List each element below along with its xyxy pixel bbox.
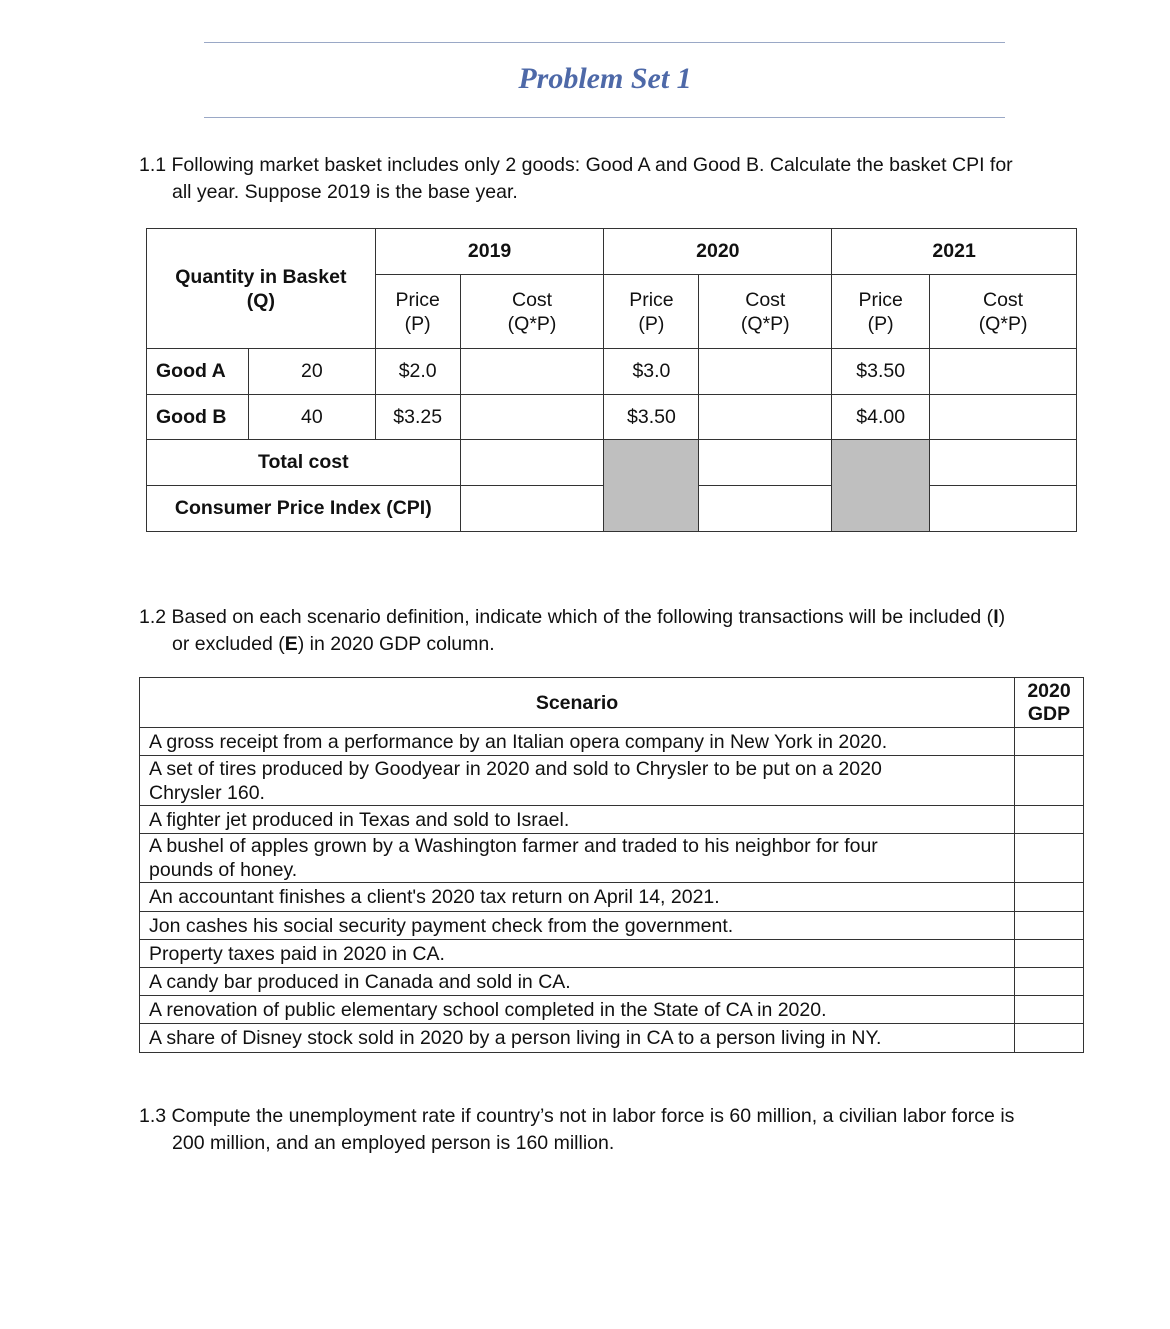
scenario-text: A renovation of public elementary school completed in the State of CA in 2020. <box>140 996 1015 1024</box>
q2-included: I <box>993 606 999 628</box>
q3-line1: 1.3 Compute the unemployment rate if country’s not in labor force is 60 million, a civilian labor force is <box>139 1105 1015 1127</box>
scenario-text: An accountant finishes a client's 2020 tax return on April 14, 2021. <box>140 883 1015 912</box>
good-qty: 40 <box>248 395 375 440</box>
answer-cell[interactable] <box>699 440 832 486</box>
t: (P) <box>867 312 894 335</box>
price-header <box>375 275 460 349</box>
gdp-answer-cell[interactable] <box>1015 912 1084 940</box>
t: Cost <box>512 288 553 311</box>
cost-header <box>930 275 1077 349</box>
scenario-text: A share of Disney stock sold in 2020 by a person living in CA to a person living in NY. <box>140 1024 1015 1053</box>
table-row <box>140 728 1084 756</box>
q2-line2 <box>139 631 1099 658</box>
scenario-text: A gross receipt from a performance by an Italian opera company in New York in 2020. <box>140 728 1015 756</box>
t: GDP <box>1027 702 1071 725</box>
t: (Q*P) <box>507 312 557 335</box>
year-2021: 2021 <box>832 229 1077 275</box>
cost-header <box>460 275 604 349</box>
t: (Q*P) <box>740 312 790 335</box>
gdp-answer-cell[interactable] <box>1015 1024 1084 1053</box>
cost-cell[interactable] <box>460 349 604 395</box>
price-cell: $2.0 <box>375 349 460 395</box>
total-cost-label: Total cost <box>147 440 461 486</box>
table-row <box>140 1024 1084 1053</box>
gdp-answer-cell[interactable] <box>1015 806 1084 834</box>
answer-cell[interactable] <box>460 440 604 486</box>
t: Price <box>395 288 440 311</box>
q2-text: ) in 2020 GDP column. <box>297 633 495 655</box>
scenario-text: Property taxes paid in 2020 in CA. <box>140 940 1015 968</box>
table-row <box>140 912 1084 940</box>
cost-header <box>699 275 832 349</box>
q1-line2: all year. Suppose 2019 is the base year. <box>172 181 518 203</box>
qty-header <box>147 229 376 349</box>
scenario-header: Scenario <box>140 678 1015 728</box>
q2-text: 1.2 Based on each scenario definition, indicate which of the following transactions will be included ( <box>139 606 994 628</box>
table-row <box>140 996 1084 1024</box>
gdp-answer-cell[interactable] <box>1015 996 1084 1024</box>
answer-cell[interactable] <box>460 486 604 532</box>
good-name: Good A <box>147 349 249 395</box>
t: 2020 <box>1027 679 1071 702</box>
table-row <box>140 883 1084 912</box>
price-cell: $3.50 <box>832 349 930 395</box>
answer-cell[interactable] <box>930 486 1077 532</box>
cost-cell[interactable] <box>460 395 604 440</box>
t: (Q*P) <box>978 312 1028 335</box>
q2-text: or excluded ( <box>172 633 285 655</box>
scenario-text: Jon cashes his social security payment check from the government. <box>140 912 1015 940</box>
price-cell: $3.50 <box>604 395 699 440</box>
good-qty: 20 <box>248 349 375 395</box>
cost-cell[interactable] <box>699 395 832 440</box>
good-name: Good B <box>147 395 249 440</box>
table-row <box>140 756 1084 806</box>
year-2019: 2019 <box>375 229 604 275</box>
t: Cost <box>983 288 1024 311</box>
cpi-label: Consumer Price Index (CPI) <box>147 486 461 532</box>
question-1-2 <box>139 604 1099 658</box>
table-row-good-a <box>147 349 1077 395</box>
gdp-table <box>139 677 1084 1053</box>
t: Price <box>629 288 674 311</box>
table-row <box>140 806 1084 834</box>
gdp-answer-cell[interactable] <box>1015 728 1084 756</box>
scenario-text: A candy bar produced in Canada and sold in CA. <box>140 968 1015 996</box>
cost-cell[interactable] <box>699 349 832 395</box>
price-header <box>832 275 930 349</box>
page-title: Problem Set 1 <box>518 62 692 95</box>
scenario-text: A bushel of apples grown by a Washington farmer and traded to his neighbor for four pounds of honey. <box>140 834 1015 883</box>
gdp-answer-cell[interactable] <box>1015 968 1084 996</box>
cpi-table <box>146 228 1077 532</box>
table-row-good-b <box>147 395 1077 440</box>
gdp-answer-cell[interactable] <box>1015 883 1084 912</box>
q2-text: ) <box>998 606 1006 628</box>
t: (P) <box>404 312 431 335</box>
price-cell: $4.00 <box>832 395 930 440</box>
t: Price <box>858 288 903 311</box>
price-cell: $3.25 <box>375 395 460 440</box>
q3-line2: 200 million, and an employed person is 160 million. <box>172 1132 615 1154</box>
table-row <box>140 940 1084 968</box>
price-cell: $3.0 <box>604 349 699 395</box>
answer-cell[interactable] <box>699 486 832 532</box>
gdp-answer-cell[interactable] <box>1015 940 1084 968</box>
shaded-cell <box>832 440 930 532</box>
price-header <box>604 275 699 349</box>
shaded-cell <box>604 440 699 532</box>
qty-header-l1: Quantity in Basket <box>175 266 347 288</box>
q2-excluded: E <box>284 633 298 655</box>
table-row <box>140 834 1084 883</box>
scenario-text: A fighter jet produced in Texas and sold to Israel. <box>140 806 1015 834</box>
answer-cell[interactable] <box>930 440 1077 486</box>
header-rule-top <box>204 42 1005 43</box>
question-1-1 <box>139 152 1089 206</box>
gdp-header <box>1015 678 1084 728</box>
cost-cell[interactable] <box>930 395 1077 440</box>
cost-cell[interactable] <box>930 349 1077 395</box>
scenario-text: A set of tires produced by Goodyear in 2020 and sold to Chrysler to be put on a 2020 Chrysler 160. <box>140 756 1015 806</box>
gdp-answer-cell[interactable] <box>1015 756 1084 806</box>
header-rule-bottom <box>204 117 1005 118</box>
table-row-total-cost <box>147 440 1077 486</box>
qty-header-l2: (Q) <box>246 290 275 312</box>
q1-line1: 1.1 Following market basket includes only 2 goods: Good A and Good B. Calculate the basket CPI for <box>139 154 1013 176</box>
year-2020: 2020 <box>604 229 832 275</box>
t: Cost <box>745 288 786 311</box>
question-1-3 <box>139 1103 1099 1157</box>
gdp-answer-cell[interactable] <box>1015 834 1084 883</box>
t: (P) <box>638 312 665 335</box>
table-row <box>140 968 1084 996</box>
